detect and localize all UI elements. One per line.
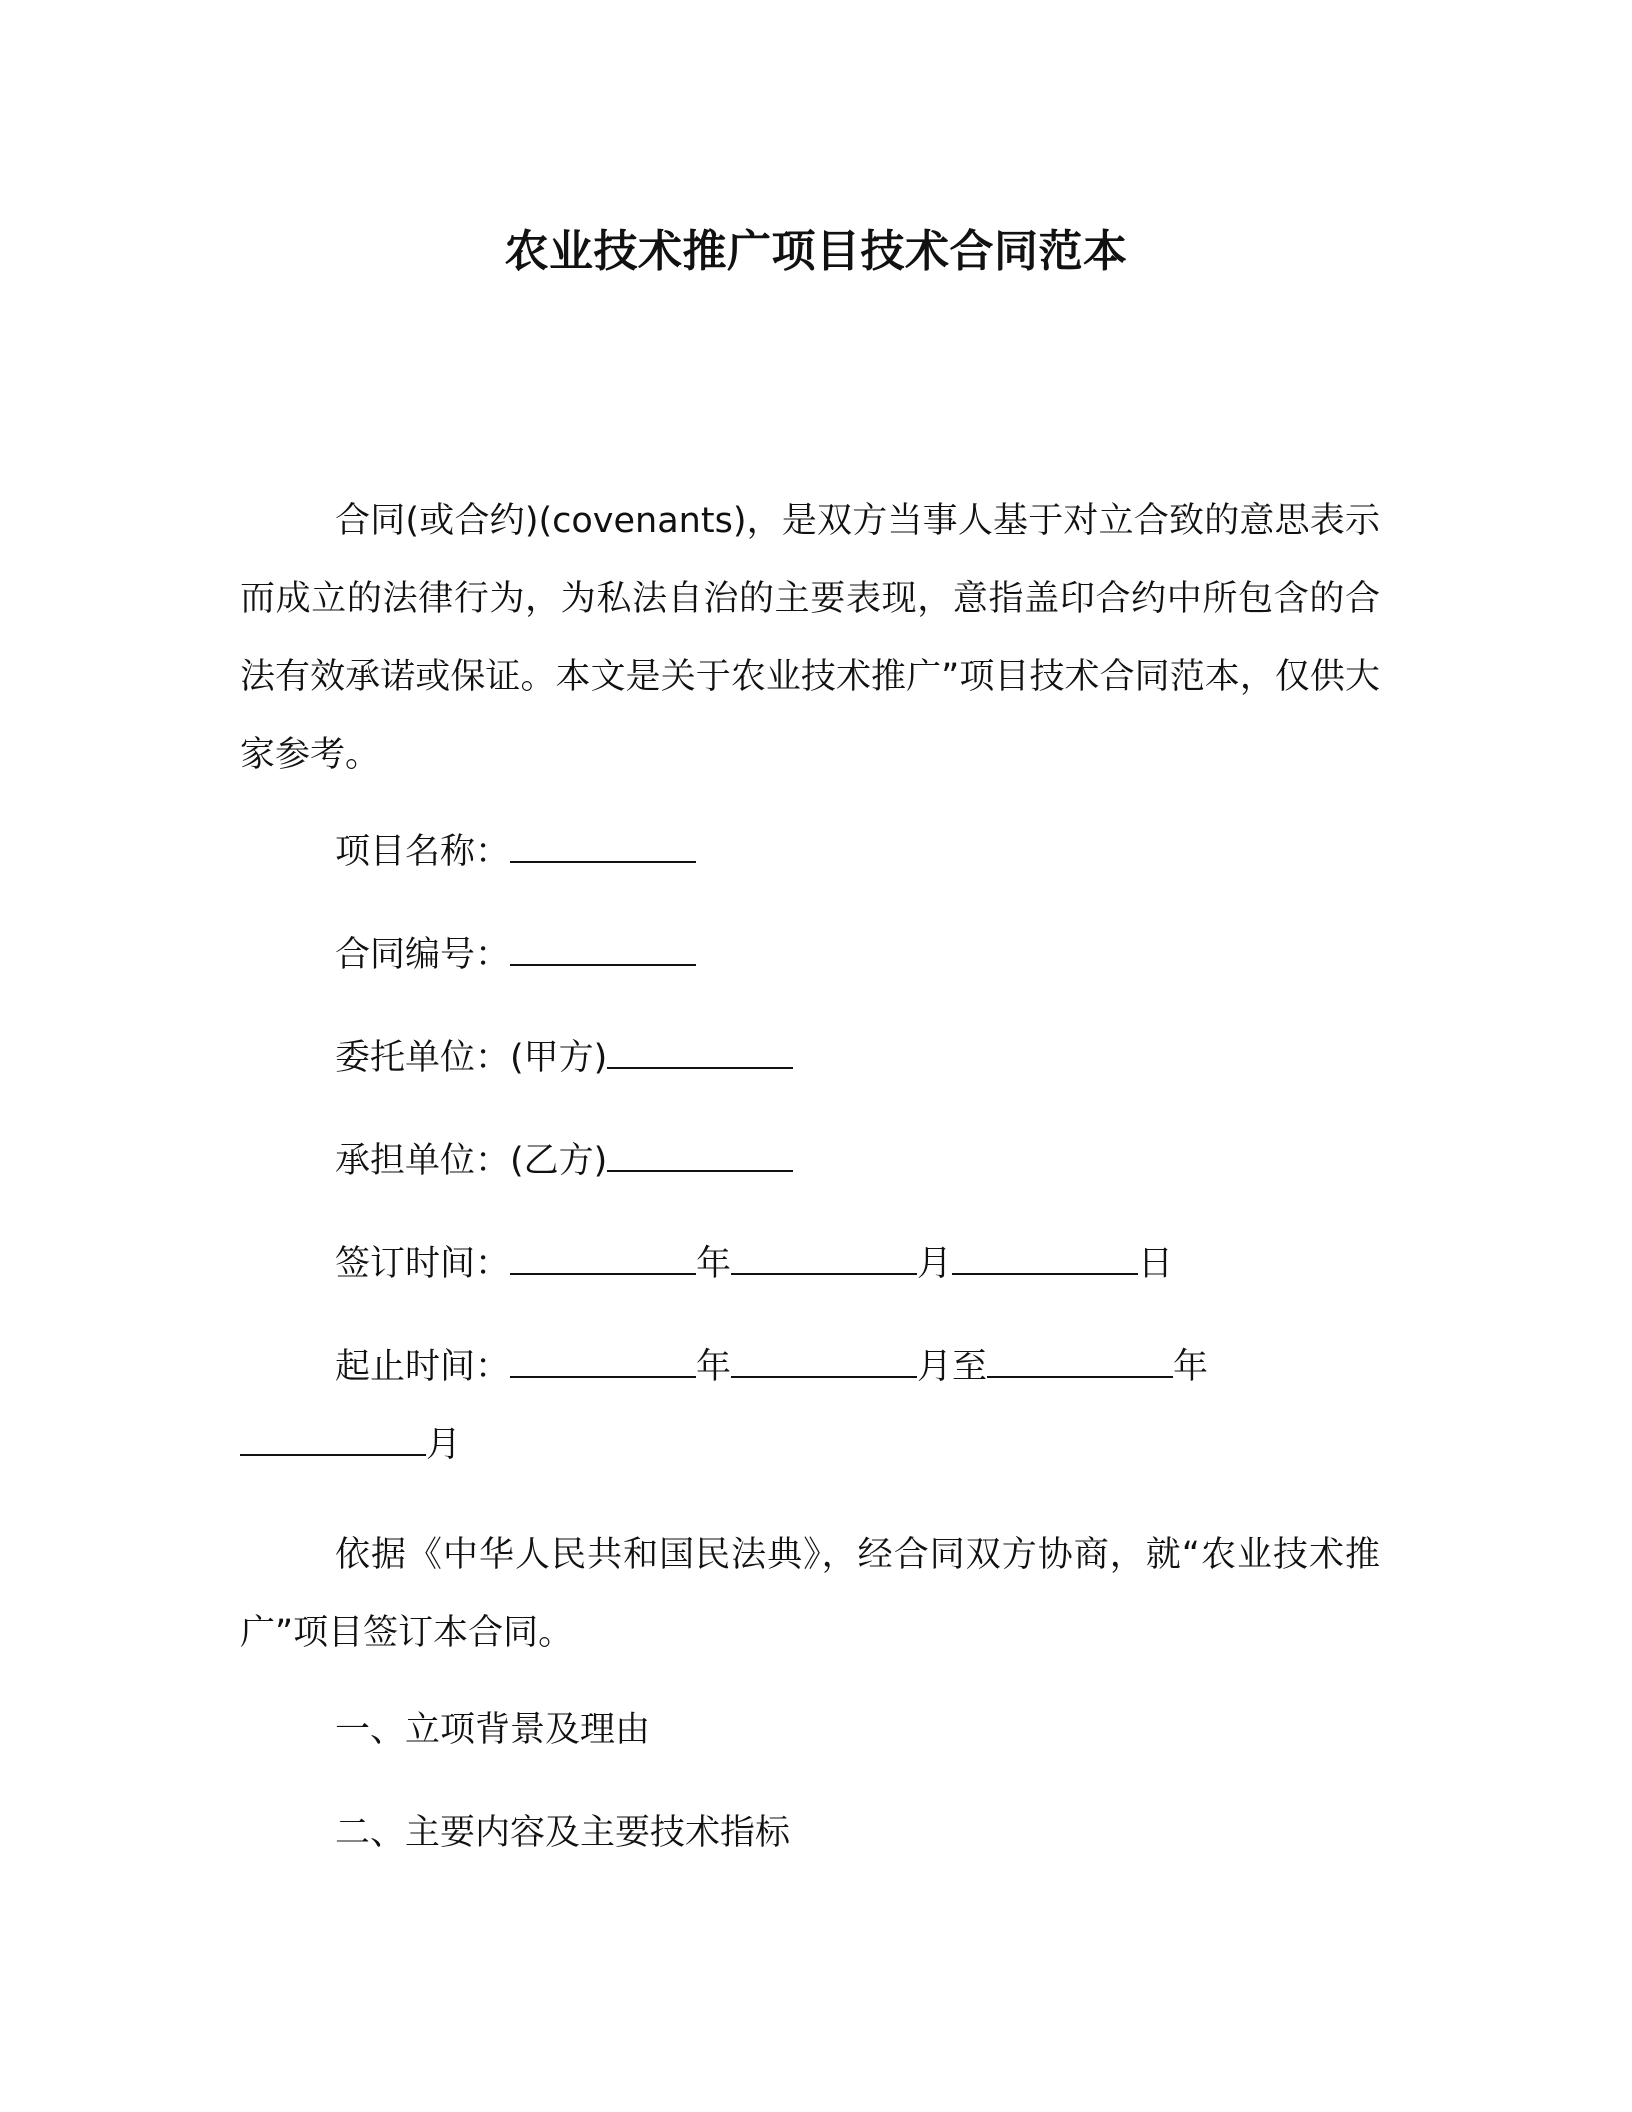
basis-block	[240, 1516, 1380, 1672]
contract-no-row	[335, 930, 696, 980]
section-2-heading: 二、主要内容及主要技术指标	[335, 1813, 791, 1853]
period-end-month-blank	[240, 1423, 426, 1457]
period-start-year-blank	[510, 1345, 696, 1379]
sign-month-blank	[731, 1242, 917, 1276]
client-row	[335, 1033, 793, 1083]
intro-block	[240, 482, 1380, 794]
project-name-row	[335, 827, 696, 877]
period-start-month-blank	[731, 1345, 917, 1379]
client-label: 委托单位：(甲方)	[335, 1038, 608, 1078]
period-label: 起止时间：	[335, 1347, 511, 1387]
sign-time-label: 签订时间：	[335, 1244, 511, 1284]
period-month-to-text: 月至	[917, 1347, 988, 1387]
sign-time-row	[335, 1239, 1173, 1289]
sign-year-text: 年	[696, 1244, 732, 1284]
contractor-row	[335, 1136, 793, 1186]
period-end-year-blank	[987, 1345, 1173, 1379]
period-end-month-text: 月	[426, 1425, 462, 1465]
client-blank	[607, 1036, 793, 1070]
sign-month-text: 月	[917, 1244, 953, 1284]
period-row-continued	[240, 1420, 461, 1470]
contractor-blank	[607, 1139, 793, 1173]
project-name-blank	[510, 830, 696, 864]
period-start-year-text: 年	[696, 1347, 732, 1387]
sign-day-text: 日	[1138, 1244, 1174, 1284]
project-name-label: 项目名称：	[335, 832, 511, 872]
period-end-year-text: 年	[1173, 1347, 1209, 1387]
section-1-heading: 一、立项背景及理由	[335, 1710, 651, 1750]
contract-no-label: 合同编号：	[335, 935, 511, 975]
period-row	[335, 1342, 1208, 1392]
contract-no-blank	[510, 933, 696, 967]
contractor-label: 承担单位：(乙方)	[335, 1141, 608, 1181]
basis-paragraph: 依据《中华人民共和国民法典》，经合同双方协商，就“农业技术推广”项目签订本合同。	[240, 1535, 1380, 1653]
sign-year-blank	[510, 1242, 696, 1276]
intro-paragraph: 合同(或合约)(covenants)，是双方当事人基于对立合致的意思表示而成立的法律行为，为私法自治的主要表现，意指盖印合约中所包含的合法有效承诺或保证。本文是关于农业技术推广”项目技术合同范本，仅供大家参考。	[240, 501, 1380, 775]
sign-day-blank	[952, 1242, 1138, 1276]
document-title: 农业技术推广项目技术合同范本	[504, 226, 1128, 277]
